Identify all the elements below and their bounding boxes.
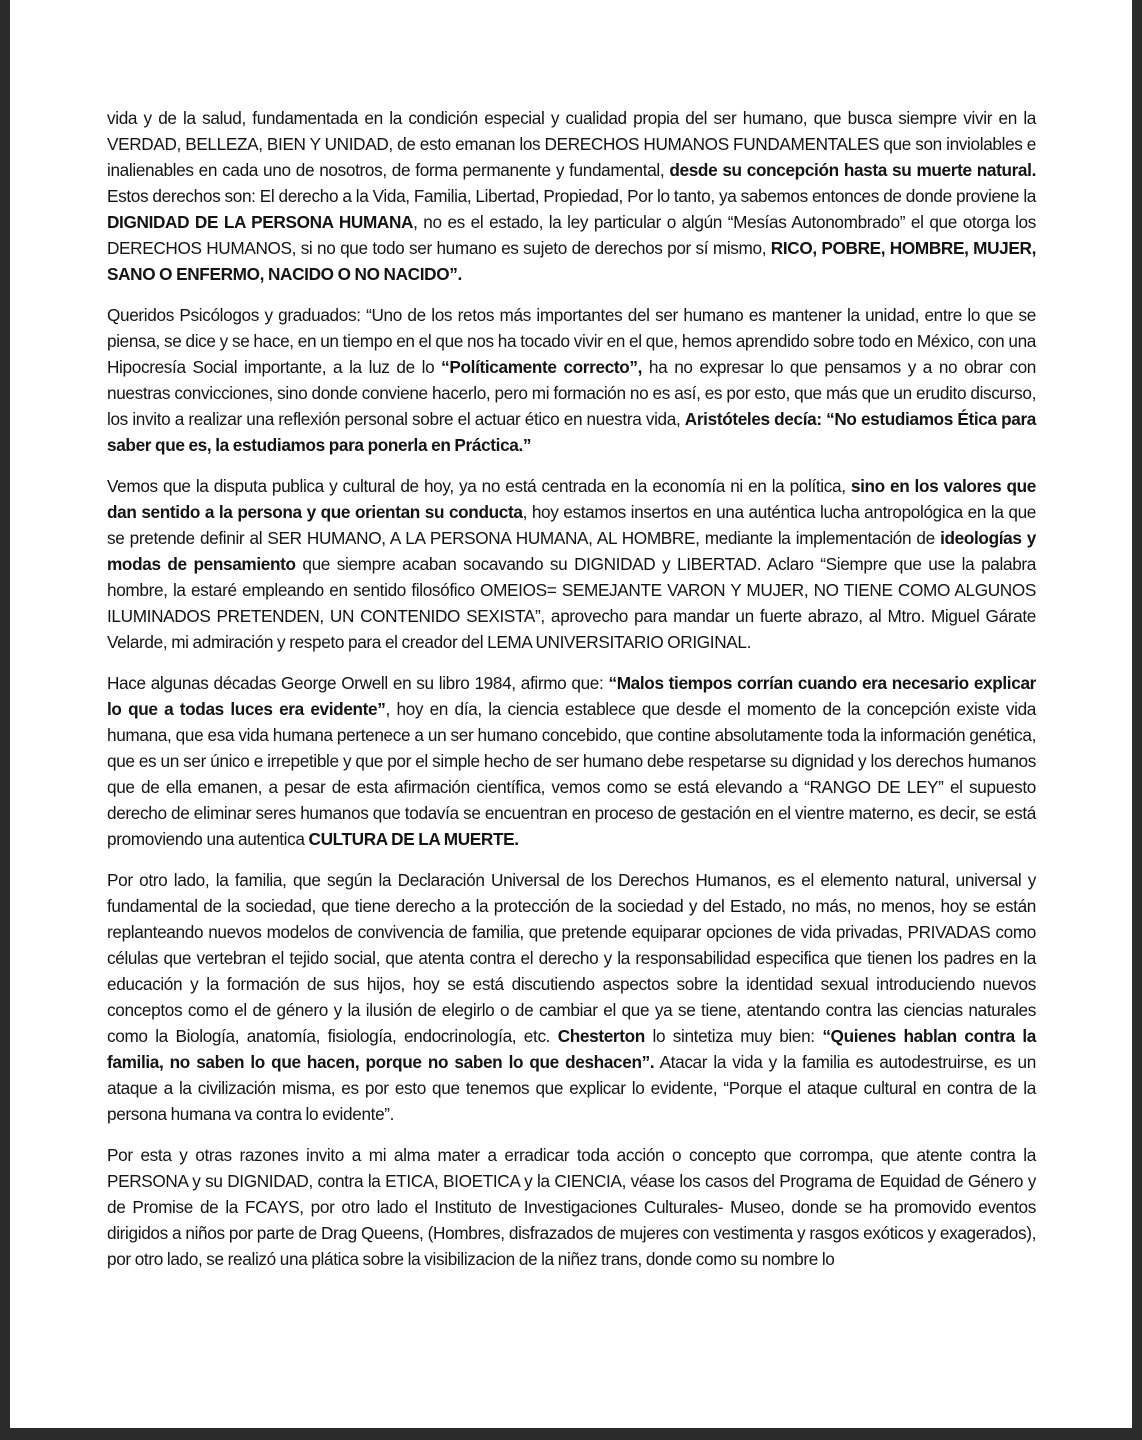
paragraph-5 [107,867,1036,1127]
text-run: Estos derechos son: El derecho a la Vida, Familia, Libertad, Propiedad, Por lo tanto, ya sabemos entonces de donde proviene la [107,186,1036,206]
paragraph-1 [107,105,1036,287]
bold-text-run: Chesterton [557,1026,645,1046]
text-run: , hoy estamos insertos en una auténtica lucha antropológica en la que se pretende definir al SER HUMANO, A LA PERSONA HUMANA, AL HOMBRE, mediante la implementación de [107,502,1037,548]
text-run: , no es el estado, la ley particular o algún “Mesías Autonombrado” el que otorga los DERECHOS HUMANOS, si no que todo ser humano es sujeto de derechos por sí mismo, [107,212,1036,258]
text-run: ha no expresar lo que pensamos y a no obrar con nuestras convicciones, sino donde conviene hacerlo, pero mi formación no es así, es por esto, que más que un erudito discurso, los invito a realizar una reflexión personal sobre el actuar ético en nuestra vida, [107,357,1036,429]
text-run: vida y de la salud, fundamentada en la condición especial y cualidad propia del ser humano, que busca siempre vivir en la VERDAD, BELLEZA, BIEN Y UNIDAD, de esto emanan los DERECHOS HUMANOS FUNDAMENTALES que son inviolables e inalienables en cada uno de nosotros, de forma permanente y fundamental, [107,108,1036,180]
text-run: Queridos Psicólogos y graduados: “Uno de los retos más importantes del ser humano es mantener la unidad, entre lo que se piensa, se dice y se hace, en un tiempo en el que nos ha tocado vivir en el que, hemos aprendido sobre todo en México, con una Hipocresía Social importante, a la luz de lo [107,305,1036,377]
bold-text-run: ideologías y modas de pensamiento [107,528,1036,574]
text-run: lo sintetiza muy bien: [644,1026,823,1046]
text-run: Por otro lado, la familia, que según la Declaración Universal de los Derechos Humanos, es el elemento natural, universal y fundamental de la sociedad, que tiene derecho a la protección de la sociedad y del Estado, no más, no menos, hoy se están replanteando nuevos modelos de convivencia de familia, que pretende equiparar opciones de vida privadas, PRIVADAS como células que vertebran el tejido social, que atenta contra el derecho y la responsabilidad especifica que tienen los padres en la educación y la formación de sus hijos, hoy se está discutiendo aspectos sobre la identidad sexual introduciendo nuevos conceptos como el de género y la ilusión de elegirlo o de cambiar el que ya se tiene, atentando contra las ciencias naturales como la Biología, anatomía, fisiología, endocrinología, etc. [107,870,1036,1046]
text-run: Atacar la vida y la familia es autodestruirse, es un ataque a la civilización misma, es por esto que tenemos que explicar lo evidente, “Porque el ataque cultural en contra de la persona humana va contra lo evidente”. [107,1052,1036,1124]
text-run: que siempre acaban socavando su DIGNIDAD y LIBERTAD. Aclaro “Siempre que use la palabra hombre, la estaré empleando en sentido filosófico OMEIOS= SEMEJANTE VARON Y MUJER, NO TIENE COMO ALGUNOS ILUMINADOS PRETENDEN, UN CONTENIDO SEXISTA”, aprovecho para mandar un fuerte abrazo, al Mtro. Miguel Gárate Velarde, mi admiración y respeto para el creador del LEMA UNIVERSITARIO ORIGINAL. [107,554,1036,652]
bold-text-run: desde su concepción hasta su muerte natural. [669,160,1036,180]
bold-text-run: “Quienes hablan contra la familia, no saben lo que hacen, porque no saben lo que deshacen”. [107,1026,1036,1072]
document-body [107,105,1036,1287]
document-page [10,0,1132,1428]
paragraph-2 [107,302,1036,458]
bold-text-run: “Malos tiempos corrían cuando era necesario explicar lo que a todas luces era evidente” [107,673,1036,719]
paragraph-3 [107,473,1036,655]
paragraph-6 [107,1142,1036,1272]
paragraph-4 [107,670,1036,852]
text-run: Hace algunas décadas George Orwell en su libro 1984, afirmo que: [107,673,609,693]
bold-text-run: sino en los valores que dan sentido a la persona y que orientan su conducta [107,476,1036,522]
text-run: , hoy en día, la ciencia establece que desde el momento de la concepción existe vida humana, que esa vida humana pertenece a un ser humano concebido, que contine absolutamente toda la información genética, que es un ser único e irrepetible y que por el simple hecho de ser humano debe respetarse su dignidad y los derechos humanos que de ella emanen, a pesar de esta afirmación científica, vemos como se está elevando a “RANGO DE LEY” el supuesto derecho de eliminar seres humanos que todavía se encuentran en proceso de gestación en el vientre materno, es decir, se está promoviendo una autentica [107,699,1036,849]
bold-text-run: “Políticamente correcto”, [441,357,643,377]
text-run: Por esta y otras razones invito a mi alma mater a erradicar toda acción o concepto que corrompa, que atente contra la PERSONA y su DIGNIDAD, contra la ETICA, BIOETICA y la CIENCIA, véase los casos del Programa de Equidad de Género y de Promise de la FCAYS, por otro lado el Instituto de Investigaciones Culturales- Museo, donde se ha promovido eventos dirigidos a niños por parte de Drag Queens, (Hombres, disfrazados de mujeres con vestimenta y rasgos exóticos y exagerados), por otro lado, se realizó una plática sobre la visibilizacion de la niñez trans, donde como su nombre lo [107,1145,1036,1269]
text-run: Vemos que la disputa publica y cultural de hoy, ya no está centrada en la economía ni en la política, [107,476,851,496]
bold-text-run: CULTURA DE LA MUERTE. [308,829,519,849]
bold-text-run: DIGNIDAD DE LA PERSONA HUMANA [107,212,414,232]
bold-text-run: RICO, POBRE, HOMBRE, MUJER, SANO O ENFERMO, NACIDO O NO NACIDO”. [107,238,1036,284]
bold-text-run: Aristóteles decía: “No estudiamos Ética para saber que es, la estudiamos para ponerla en Práctica.” [107,409,1037,455]
